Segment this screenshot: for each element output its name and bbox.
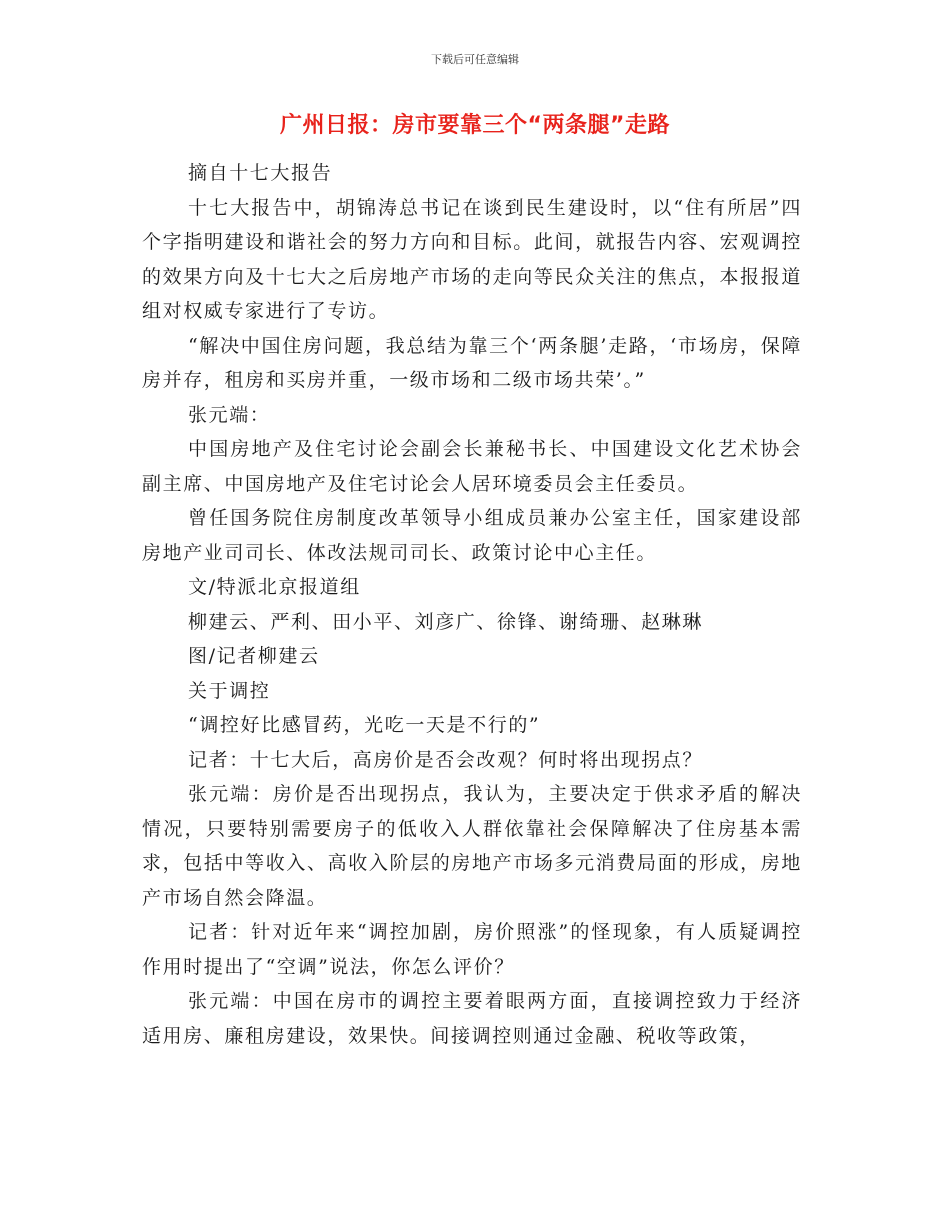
paragraph-photo-credit: 图/记者柳建云 <box>188 645 320 667</box>
paragraph-source: 摘自十七大报告 <box>188 162 333 184</box>
paragraph-byline: 文/特派北京报道组 <box>188 576 361 598</box>
header-note: 下载后可任意编辑 <box>431 53 519 66</box>
section-subheading: “调控好比感冒药，光吃一天是不行的” <box>188 714 541 736</box>
paragraph-quote: “解决中国住房问题，我总结为靠三个‘两条腿’走路，‘市场房，保障房并存，租房和买房并重，一级市场和二级市场共荣’。” <box>142 334 802 391</box>
paragraph-reporters: 柳建云、严利、田小平、刘彦广、徐锋、谢绮珊、赵琳琳 <box>188 610 704 633</box>
paragraph-question-2: 记者：针对近年来“调控加剧，房价照涨”的怪现象，有人质疑调控作用时提出了“空调”说法，你怎么评价？ <box>142 921 802 978</box>
section-heading: 关于调控 <box>188 679 271 702</box>
paragraph-question-1: 记者：十七大后，高房价是否会改观？何时将出现拐点？ <box>188 748 704 771</box>
document-body <box>142 156 802 1053</box>
paragraph-speaker-former: 曾任国务院住房制度改革领导小组成员兼办公室主任，国家建设部房地产业司司长、体改法规司司长、政策讨论中心主任。 <box>142 507 802 564</box>
paragraph-intro: 十七大报告中，胡锦涛总书记在谈到民生建设时，以“住有所居”四个字指明建设和谐社会的努力方向和目标。此间，就报告内容、宏观调控的效果方向及十七大之后房地产市场的走向等民众关注的焦点，本报报道组对权威专家进行了专访。 <box>142 196 802 322</box>
paragraph-speaker-name: 张元端： <box>188 403 271 426</box>
document-title: 广州日报：房市要靠三个“两条腿”走路 <box>280 113 670 138</box>
paragraph-answer-1: 张元端：房价是否出现拐点，我认为，主要决定于供求矛盾的解决情况，只要特别需要房子的低收入人群依靠社会保障解决了住房基本需求，包括中等收入、高收入阶层的房地产市场多元消费局面的形成，房地产市场自然会降温。 <box>142 783 802 909</box>
paragraph-speaker-title: 中国房地产及住宅讨论会副会长兼秘书长、中国建设文化艺术协会副主席、中国房地产及住宅讨论会人居环境委员会主任委员。 <box>142 438 802 495</box>
paragraph-answer-2: 张元端：中国在房市的调控主要着眼两方面，直接调控致力于经济适用房、廉租房建设，效果快。间接调控则通过金融、税收等政策， <box>142 990 802 1047</box>
